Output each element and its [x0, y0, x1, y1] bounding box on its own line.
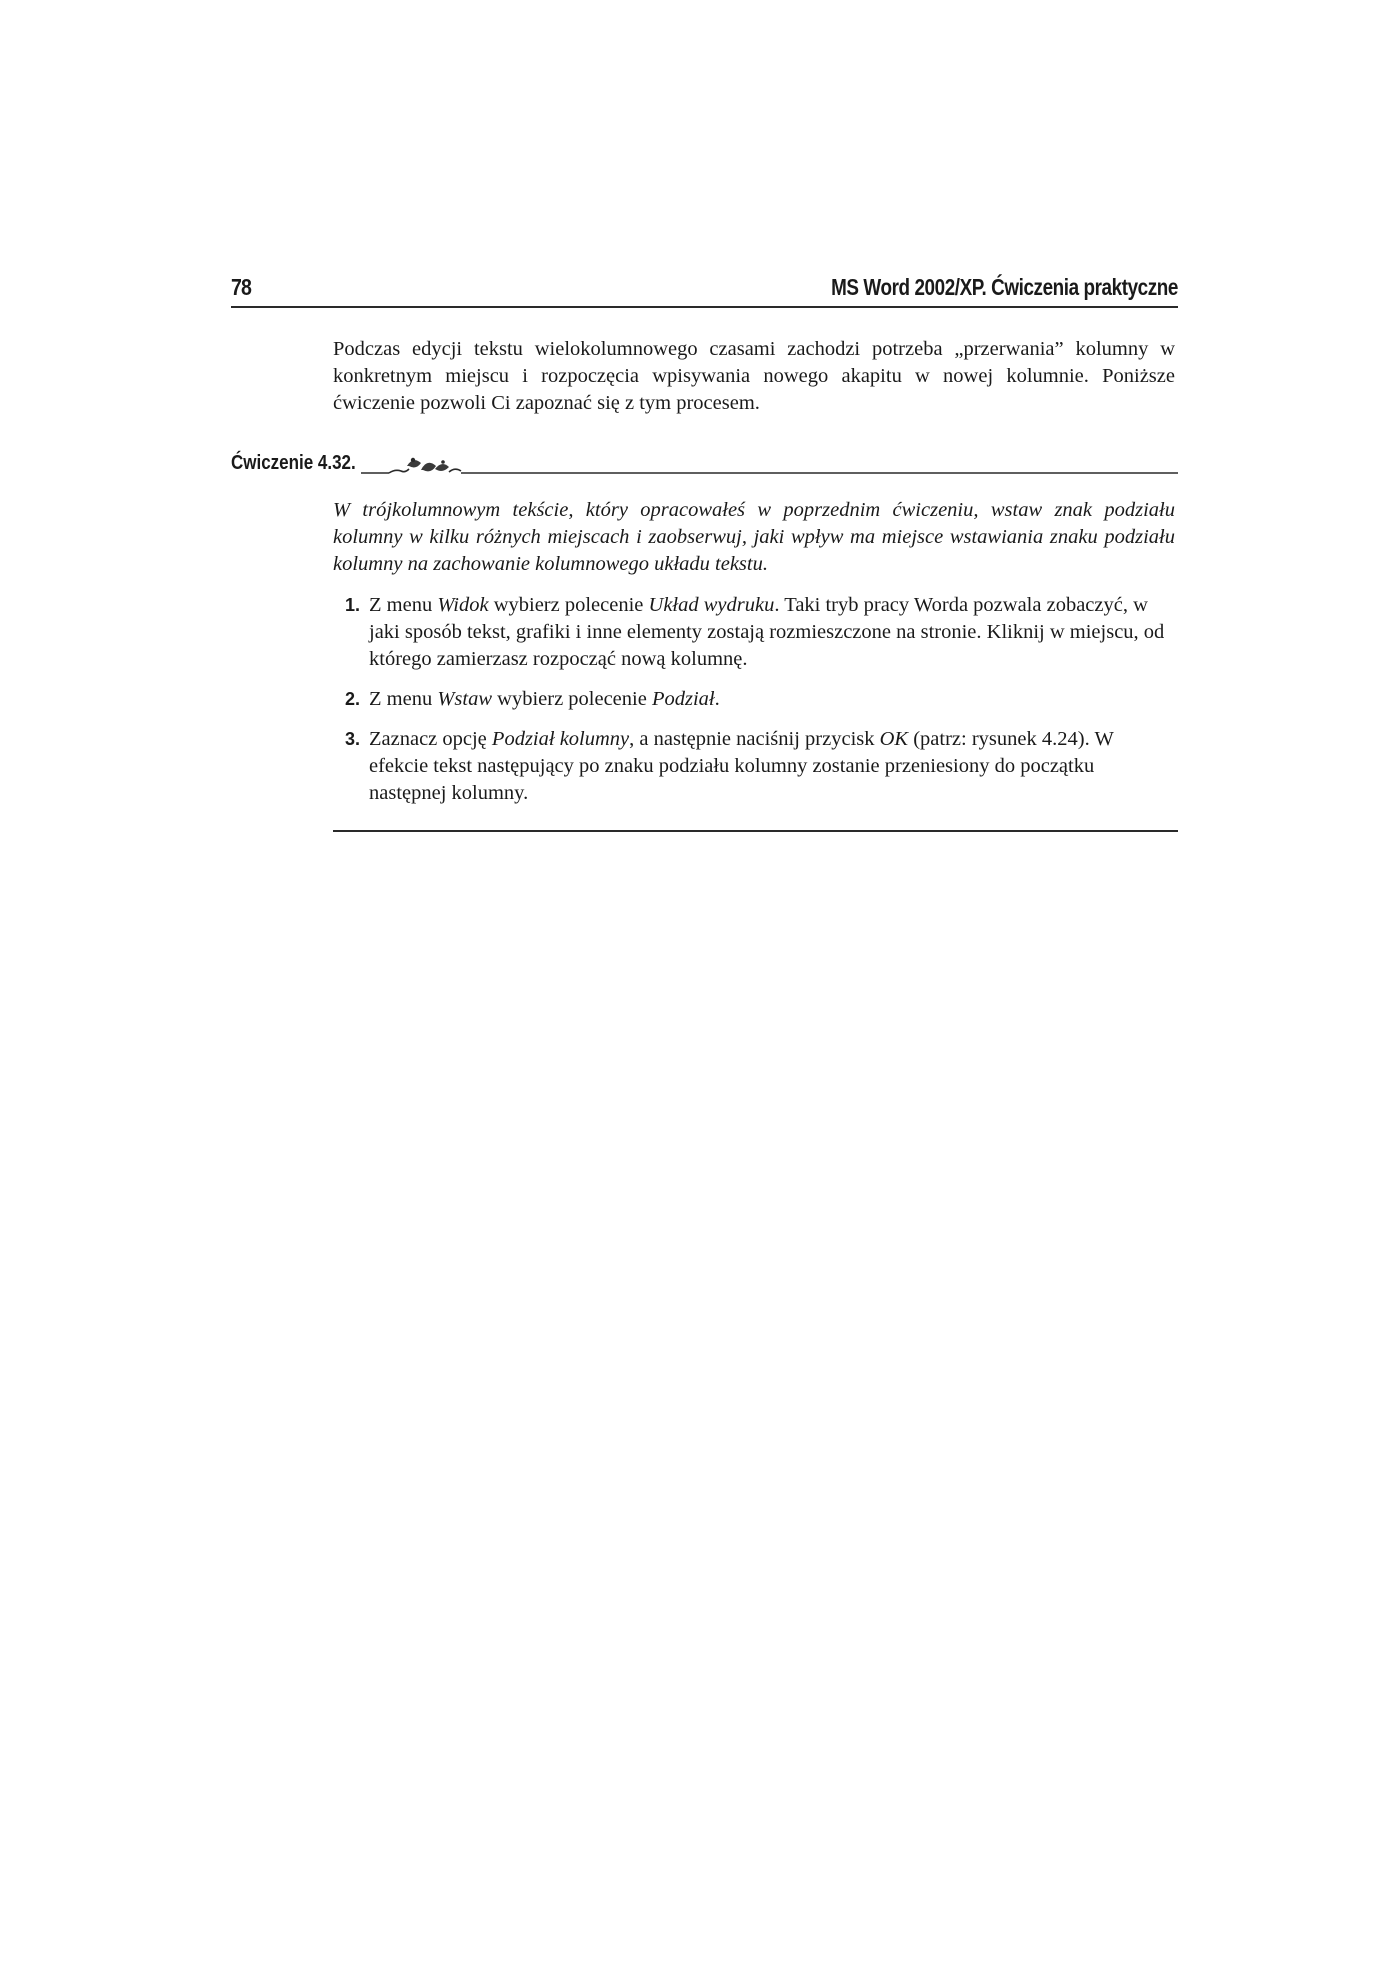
list-item [333, 592, 1175, 673]
step-text: Z menu [369, 688, 438, 710]
menu-name: Wstaw [437, 688, 493, 710]
step-number: 3. [345, 729, 361, 749]
step-text: . [714, 688, 720, 710]
option-name: Podział kolumny [491, 728, 630, 750]
step-text: (patrz: rysunek 4.24). W efekcie tekst następujący po znaku podziału kolumny zostanie przeniesiony do początku następnej kolumny. [369, 728, 1114, 804]
step-number: 2. [345, 689, 361, 709]
step-text: Z menu [369, 594, 438, 616]
list-item [333, 686, 1175, 713]
command-name: Podział [651, 688, 715, 710]
command-name: Układ wydruku [648, 594, 775, 616]
step-text: wybierz polecenie [488, 594, 649, 616]
ornament-rule-icon [361, 452, 1178, 480]
exercise-label: Ćwiczenie 4.32. [231, 452, 356, 474]
step-text: , a następnie naciśnij przycisk [629, 728, 880, 750]
running-title: MS Word 2002/XP. Ćwiczenia praktyczne [831, 274, 1178, 300]
step-number: 1. [345, 595, 361, 615]
page-number: 78 [231, 274, 252, 300]
button-name: OK [879, 728, 909, 750]
menu-name: Widok [437, 594, 489, 616]
intro-paragraph: Podczas edycji tekstu wielokolumnowego czasami zachodzi potrzeba „przerwania” kolumny w konkretnym miejscu i rozpoczęcia wpisywania nowego akapitu w nowej kolumnie. Poniższe ćwiczenie pozwoli Ci zapoznać się z tym procesem. [333, 338, 1175, 414]
exercise-heading [231, 452, 1178, 480]
list-item [333, 726, 1175, 807]
exercise-end-rule [333, 830, 1178, 832]
exercise-task: W trójkolumnowym tekście, który opracowałeś w poprzednim ćwiczeniu, wstaw znak podziału kolumny w kilku różnych miejscach i zaobserwuj, jaki wpływ ma miejsce wstawiania znaku podziału kolumny na zachowanie kolumnowego układu tekstu. [333, 499, 1175, 575]
step-text: Zaznacz opcję [369, 728, 492, 750]
step-text: . Taki tryb pracy Worda pozwala zobaczyć, w jaki sposób tekst, grafiki i inne elementy zostają rozmieszczone na stronie. Kliknij w miejscu, od którego zamierzasz rozpocząć nową kolumnę. [369, 594, 1165, 670]
steps-list [333, 592, 1175, 820]
page-header [231, 270, 1178, 308]
step-text: wybierz polecenie [492, 688, 652, 710]
